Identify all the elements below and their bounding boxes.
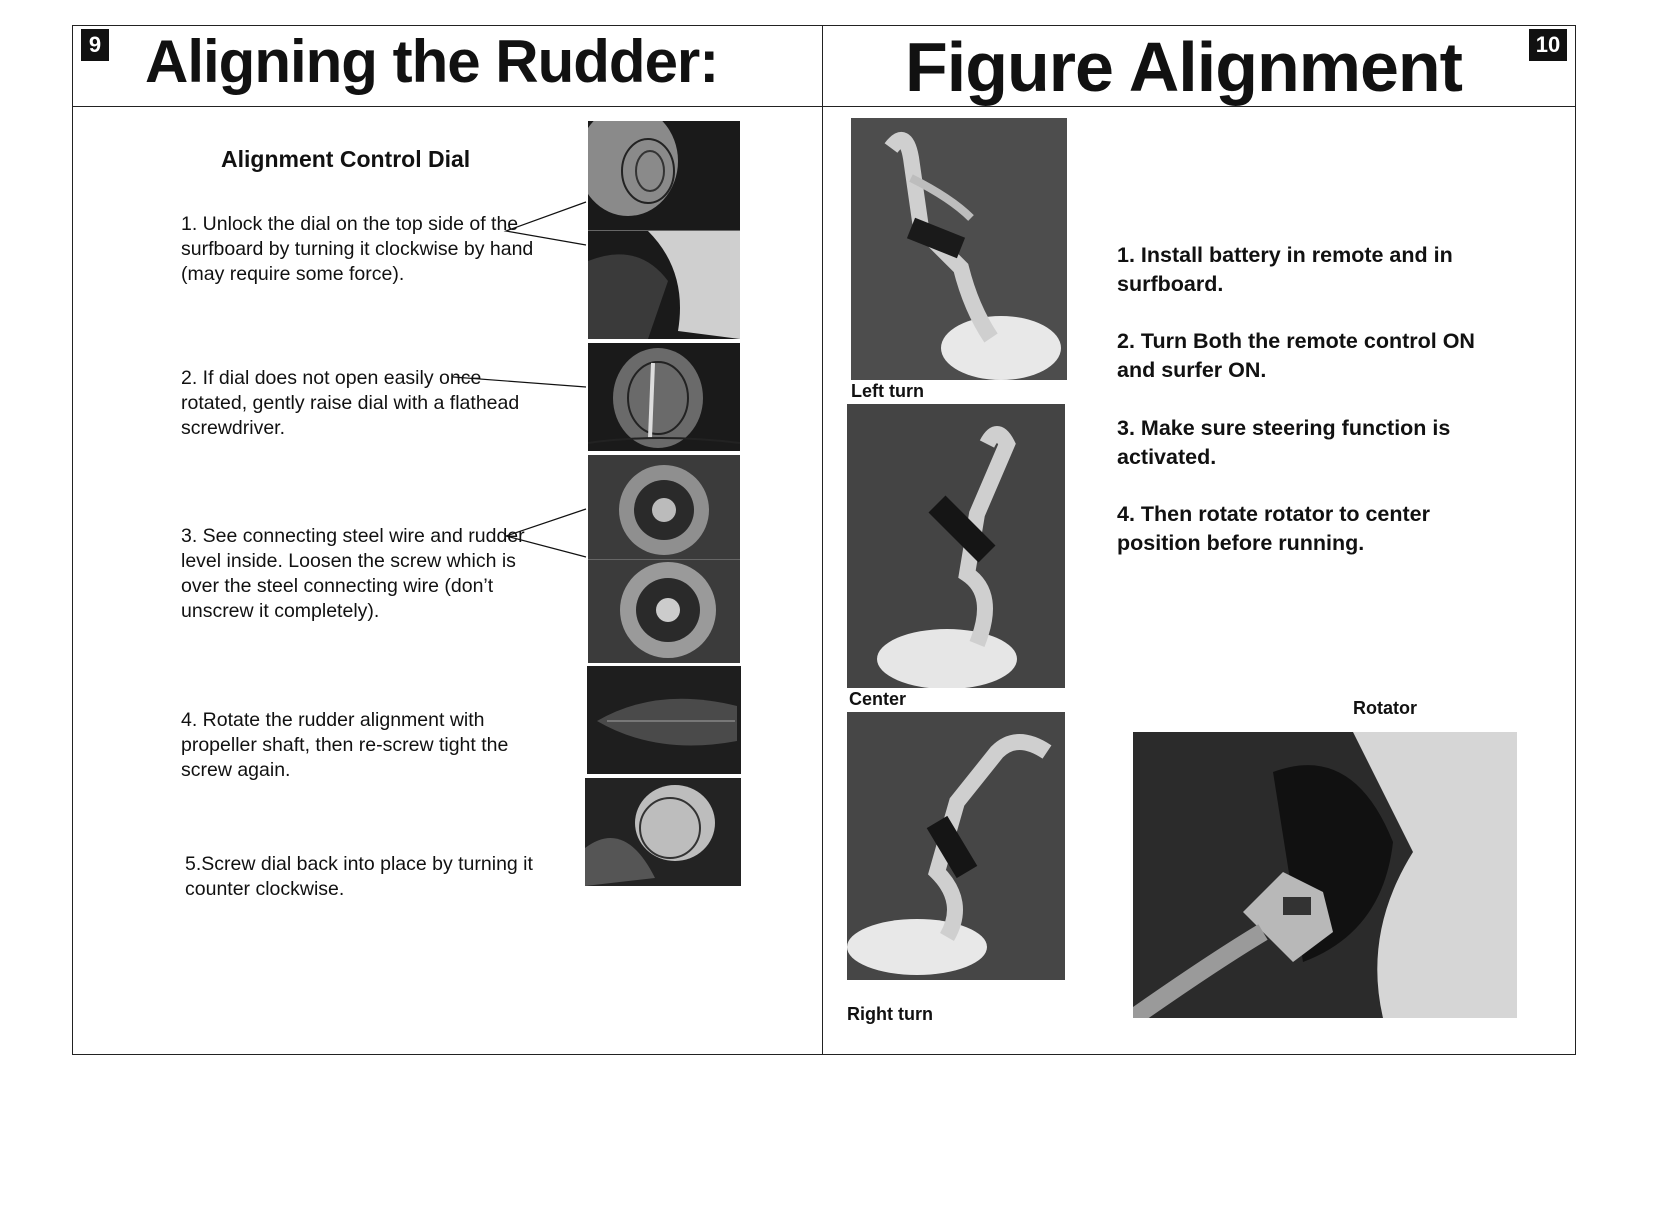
subheading-alignment-control-dial: Alignment Control Dial: [221, 146, 471, 172]
step-5-text: 5.Screw dial back into place by turning it counter clockwise.: [185, 853, 533, 900]
page-number-9: 9: [81, 29, 109, 61]
page-number-10: 10: [1529, 29, 1567, 61]
surfer-right-turn-illustration: [847, 712, 1065, 980]
caption-right-turn: Right turn: [847, 1004, 933, 1024]
surfer-left-turn-illustration: [851, 118, 1067, 380]
step-2-text: 2. If dial does not open easily once rotated, gently raise dial with a flathead screwdriver.: [181, 367, 520, 439]
instruction-3: 3. Make sure steering function is activated.: [1117, 416, 1451, 469]
instruction-1: 1. Install battery in remote and in surfboard.: [1117, 243, 1453, 296]
photo-right-turn: [847, 712, 1065, 980]
rotator-illustration: [1133, 732, 1517, 1018]
page-9: [72, 25, 823, 1055]
caption-center: Center: [849, 689, 907, 709]
caption-left-turn: Left turn: [851, 381, 924, 401]
page-10-header: [823, 26, 1575, 107]
page-10: [822, 25, 1576, 1055]
instruction-4: 4. Then rotate rotator to center position before running.: [1117, 502, 1430, 555]
rotator-label: Rotator: [1353, 698, 1417, 718]
step-4-text: 4. Rotate the rudder alignment with propeller shaft, then re-screw tight the screw again.: [181, 709, 509, 781]
photo-left-turn: [851, 118, 1067, 380]
leader-lines: [73, 26, 824, 1056]
page-title-aligning-rudder: Aligning the Rudder:: [145, 28, 719, 95]
page-title-figure-alignment: Figure Alignment: [905, 28, 1462, 106]
photo-center: [847, 404, 1065, 688]
photo-rotator: [1133, 732, 1517, 1018]
step-3-text: 3. See connecting steel wire and rudder level inside. Loosen the screw which is over the steel connecting wire (don’t unscrew it completely).: [181, 525, 525, 622]
step-1-text: 1. Unlock the dial on the top side of the surfboard by turning it clockwise by hand (may require some force).: [181, 213, 534, 285]
surfer-center-illustration: [847, 404, 1065, 688]
instruction-2: 2. Turn Both the remote control ON and surfer ON.: [1117, 329, 1475, 382]
